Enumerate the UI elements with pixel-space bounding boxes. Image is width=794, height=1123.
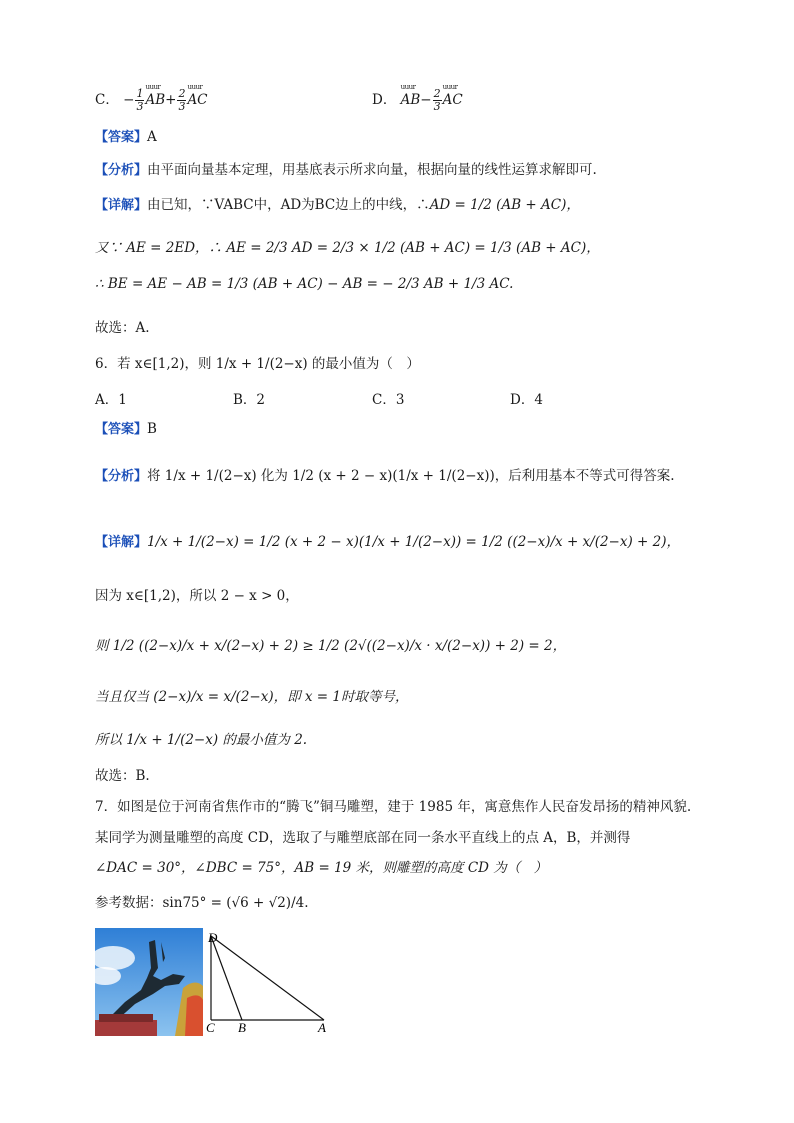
q5-detail-3: ∴ BE = AE − AB = 1/3 (AB + AC) − AB = − 2/3 AB + 1/3 AC. [95,276,514,292]
detail-text: AD为BC边上的中线，∴ [280,197,430,213]
option-c-expr: − $\frac{1}{3}$ uuur AB+ $\frac{2}{3}$ uuur AC [123,92,207,108]
segment-da [211,936,324,1020]
detail-tag: 【详解】 [95,198,148,213]
q6-option-b: B．2 [233,392,266,408]
q5-choose: 故选：A. [95,320,150,336]
q7-stem-1: 7．如图是位于河南省焦作市的“腾飞”铜马雕塑，建于 1985 年，寓意焦作人民奋发昂扬的精神风貌. [95,799,692,815]
q6-detail-3: 则 1/2 ((2−x)/x + x/(2−x) + 2) ≥ 1/2 (2√((2−x)/x · x/(2−x)) + 2) = 2， [95,638,567,654]
q7-stem-3: ∠DAC = 30°，∠DBC = 75°，AB = 19 米，则雕塑的高度 CD 为（ ） [95,860,548,876]
label-c: C [206,1020,215,1035]
label-a: A [318,1020,326,1035]
q6-detail-5: 所以 1/x + 1/(2−x) 的最小值为 2. [95,732,308,748]
option-d-label: D． [372,92,397,108]
answer-value: A [147,129,157,145]
segment-db [211,936,242,1020]
q6-detail-4: 当且仅当 (2−x)/x = x/(2−x)，即 x = 1时取等号， [95,689,409,705]
q6-detail-1 [95,530,680,550]
detail-formula: 1/x + 1/(2−x) = 1/2 (x + 2 − x)(1/x + 1/(2−x)) = 1/2 ((2−x)/x + x/(2−x) + 2)， [147,534,681,550]
q6-detail-2: 因为 x∈[1,2)，所以 2 − x > 0， [95,588,299,604]
answer-value: B [147,421,157,437]
q6-option-c: C．3 [372,392,405,408]
q5-detail-2: 又∵ AE = 2ED，∴ AE = 2/3 AD = 2/3 × 1/2 (AB + AC) = 1/3 (AB + AC)， [95,240,600,256]
analysis-text: 将 1/x + 1/(2−x) 化为 1/2 (x + 2 − x)(1/x + 1/(2−x))，后利用基本不等式可得答案. [147,468,675,484]
q6-answer [95,418,157,437]
q6-option-d: D．4 [510,392,543,408]
q6-stem: 6．若 x∈[1,2)，则 1/x + 1/(2−x) 的最小值为（ ） [95,356,420,372]
option-c [95,88,208,113]
detail-formula: AD = 1/2 (AB + AC)， [429,197,580,213]
q5-answer [95,126,157,145]
q5-analysis [95,158,597,178]
q5-detail-1 [95,193,580,213]
label-b: B [238,1020,246,1035]
triangle-diagram [200,926,340,1036]
q7-stem-2: 某同学为测量雕塑的高度 CD，选取了与雕塑底部在同一条水平直线上的点 A，B，并测得 [95,830,631,846]
label-d: D [208,930,218,945]
analysis-text: 由平面向量基本定理，用基底表示所求向量，根据向量的线性运算求解即可. [147,162,597,178]
option-d [372,88,463,113]
analysis-tag: 【分析】 [95,469,148,484]
option-d-expr: uuur AB− $\frac{2}{3}$ uuur AC [401,92,463,108]
q6-option-a: A．1 [95,392,127,408]
answer-tag: 【答案】 [95,422,148,437]
q7-reference: 参考数据：sin75° = (√6 + √2)/4. [95,895,309,911]
detail-tag: 【详解】 [95,535,148,550]
analysis-tag: 【分析】 [95,163,148,178]
detail-text: 由已知，∵VABC中， [147,197,281,213]
option-c-label: C． [95,92,119,108]
q6-analysis [95,464,675,484]
sculpture-photo [95,928,203,1036]
sculpture-photo-art [95,928,203,1036]
q6-choose: 故选：B. [95,768,150,784]
triangle-diagram-svg [200,926,340,1036]
answer-tag: 【答案】 [95,130,148,145]
